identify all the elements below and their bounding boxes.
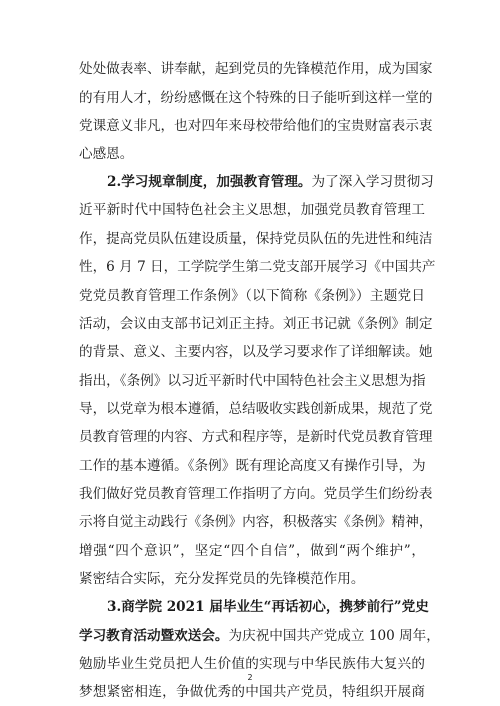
section3-line-2-text: 为庆祝中国共产党成立 100 周年，: [228, 628, 440, 644]
section2-line-4: 性，6 月 7 日，工学院学生第二党支部开展学习《中国共产: [79, 259, 436, 275]
section2-heading: 2.学习规章制度，加强教育管理。: [107, 174, 312, 190]
section2-line-11: 工作的基本遵循。《条例》既有理论高度又有操作引导，为: [79, 458, 426, 474]
section2-line-3: 作，提高党员队伍建设质量，保持党员队伍的先进性和纯洁: [79, 231, 433, 247]
section2-first-line: [107, 174, 434, 190]
section2-line-15: 紧密结合实际，充分发挥党员的先锋模范作用。: [79, 571, 365, 587]
section2-first-line-text: 为了深入学习贯彻习: [311, 174, 434, 190]
intro-line-1: 处处做表率、讲奉献，起到党员的先锋模范作用，成为国家: [79, 61, 433, 77]
section2-line-10: 员教育管理的内容、方式和程序等，是新时代党员教育管理: [79, 429, 433, 445]
section3-heading-line-1: 3.商学院 2021 届毕业生“再话初心，携梦前行”党史: [107, 599, 429, 615]
section2-line-8: 指出，《条例》以习近平新时代中国特色社会主义思想为指: [79, 373, 426, 389]
section3-line-3: 勉励毕业生党员把人生价值的实现与中华民族伟大复兴的: [79, 656, 425, 672]
section3-line-4: 梦想紧密相连，争做优秀的中国共产党员，特组织开展商: [79, 684, 425, 700]
page-number: 2: [247, 673, 253, 682]
section2-line-13: 示将自觉主动践行《条例》内容，积极落实《条例》精神，: [79, 514, 433, 530]
section3-line-2: [79, 628, 440, 644]
section2-line-2: 近平新时代中国特色社会主义思想，加强党员教育管理工: [79, 202, 425, 218]
section2-line-7: 的背景、意义、主要内容，以及学习要求作了详细解读。她: [79, 344, 433, 360]
section2-line-9: 导，以党章为根本遵循，总结吸收实践创新成果，规范了党: [79, 401, 433, 417]
section2-line-5: 党党员教育管理工作条例》（以下简称《条例》）主题党日: [79, 288, 425, 304]
section2-line-14: 增强“四个意识”，坚定“四个自信”，做到“两个维护”，: [79, 543, 425, 559]
intro-line-2: 的有用人才，纷纷感慨在这个特殊的日子能听到这样一堂的: [79, 90, 433, 106]
section2-line-12: 我们做好党员教育管理工作指明了方向。党员学生们纷纷表: [79, 486, 433, 502]
section3-heading-line-2: 学习教育活动暨欢送会。: [79, 628, 229, 644]
intro-line-3: 党课意义非凡，也对四年来母校带给他们的宝贵财富表示衷: [79, 118, 433, 134]
intro-line-4: 心感恩。: [79, 146, 134, 162]
section2-line-6: 活动，会议由支部书记刘正主持。刘正书记就《条例》制定: [79, 316, 433, 332]
